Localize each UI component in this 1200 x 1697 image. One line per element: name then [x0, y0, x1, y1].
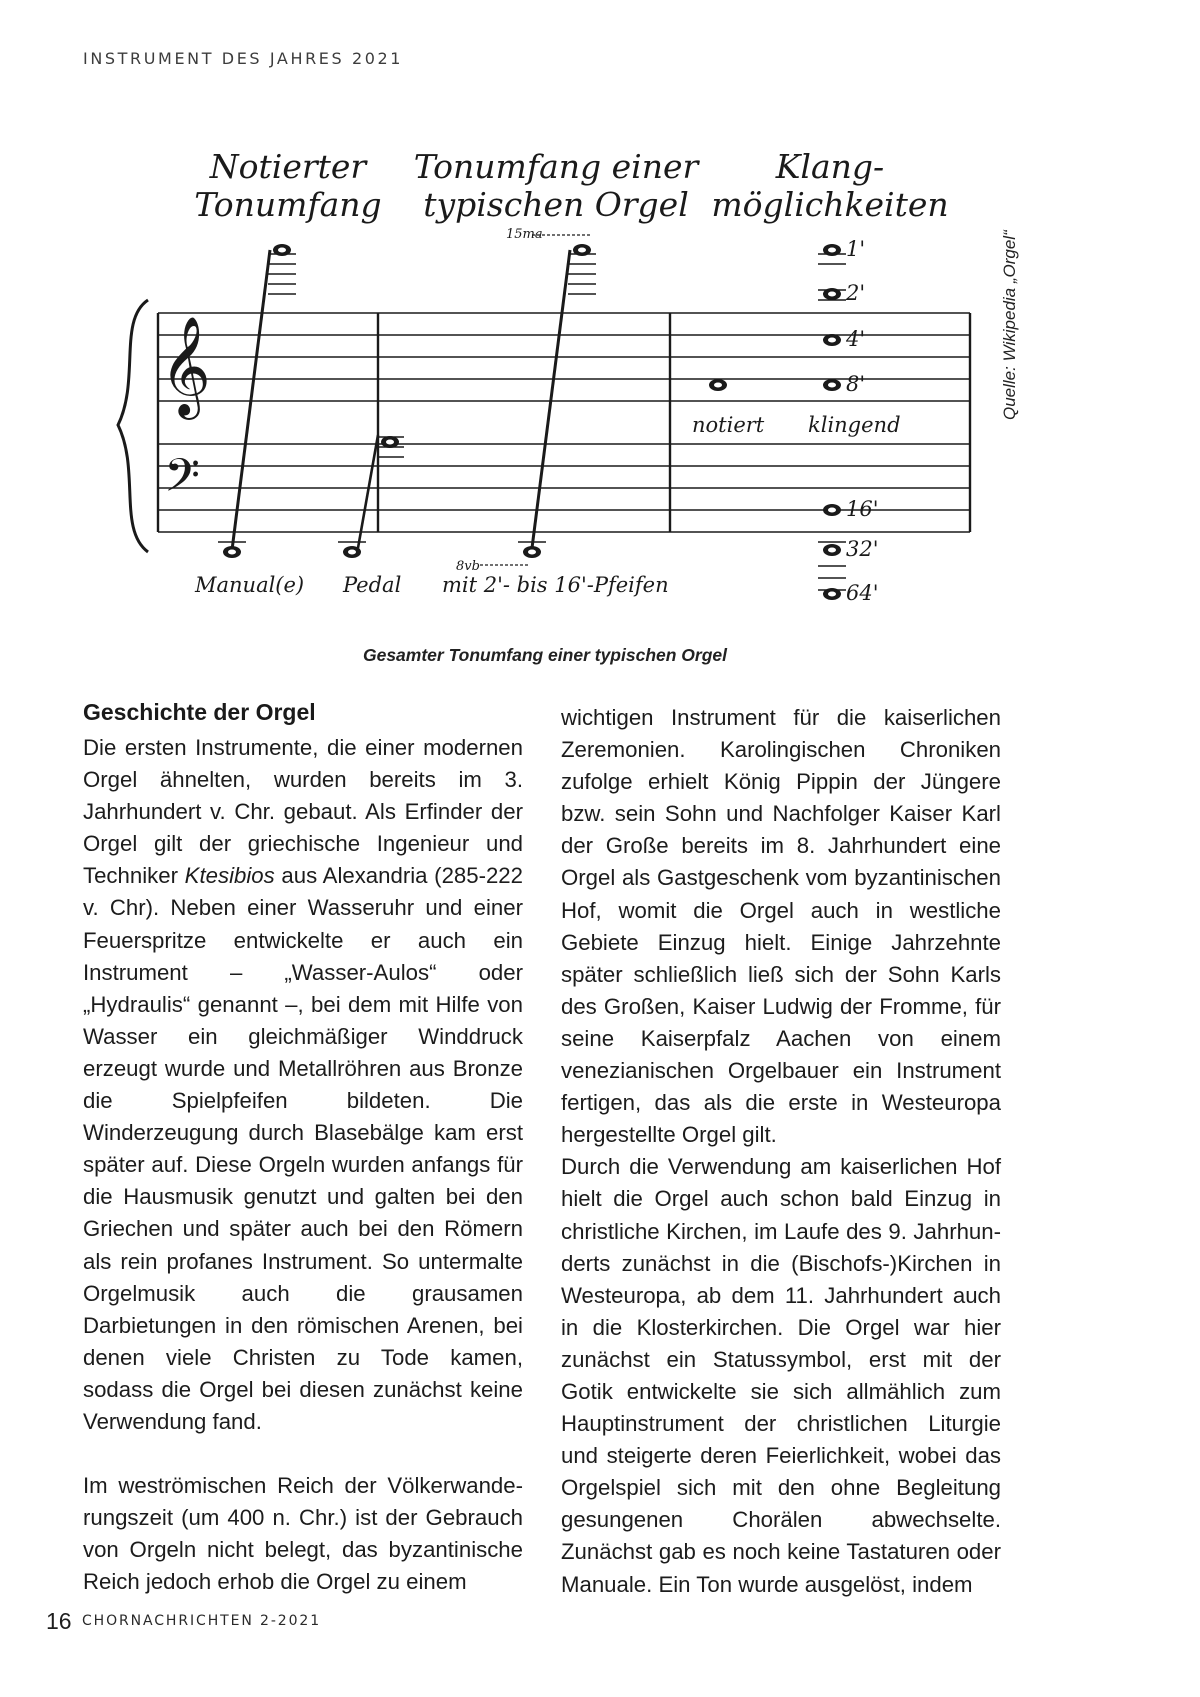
heading-range-2: typischen Orgel: [423, 185, 689, 224]
footage-2: 2': [846, 281, 866, 305]
footage-32: 32': [846, 537, 879, 561]
octave-down-mark: 8vb: [456, 559, 480, 574]
bass-clef-icon: 𝄢: [164, 449, 201, 514]
organ-range-figure: [0, 0, 1200, 640]
footage-64: 64': [846, 581, 879, 605]
label-manual: Manual(e): [195, 573, 305, 597]
pedal-range-line: [358, 435, 378, 548]
staff-brace: [118, 300, 148, 552]
section-heading: Geschichte der Orgel: [83, 699, 316, 725]
organ-range-line: [532, 250, 570, 548]
manual-range-line: [232, 250, 270, 550]
left-paragraph-1: Die ersten Instrumente, die einer modernen Orgel ähnelten, wurden bereits im 3. Jahrhundert v. Chr. gebaut. Als Erfinder der Orgel gilt der griechische Ingenieur und Techniker Ktesibios aus Alexandria (285-222 v. Chr). Neben einer Wasseruhr und einer Feuerspritze entwickelte er auch ein Instrument – „Wasser-Aulos“ oder „Hydraulis“ genannt –, bei dem mit Hilfe von Wasser ein gleichmäßiger Winddruck erzeugt wurde und Metallröhren aus Bronze die Spielpfeifen bildeten. Die Winderzeugung durch Blasebälge kam erst später auf. Diese Orgeln wurden anfangs für die Hausmusik genutzt und galten bei den Griechen und später auch bei den Römern als rein profanes Instrument. So untermalte Orgelmusik auch die grausamen Darbietungen in den römischen Arenen, bei denen viele Christen zu Tode kamen, sodass die Orgel bei diesen zunächst keine Verwendung fand.: [83, 735, 523, 1434]
footage-1: 1': [846, 237, 866, 261]
image-source: Quelle: Wikipedia „Orgel“: [1000, 230, 1019, 420]
heading-range-1: Tonumfang einer: [413, 147, 699, 186]
left-column: [83, 700, 523, 1598]
heading-notated-1: Notierter: [209, 147, 367, 186]
octave-up-mark: 15ma: [506, 227, 543, 242]
right-paragraph-2: Durch die Verwendung am kaiserlichen Hof hielt die Orgel auch schon bald Einzug in christliche Kirchen, im Laufe des 9. Jahrhunderts zunächst in die (Bischofs-)Kirchen in Westeuropa, ab dem 11. Jahrhundert auch in die Klosterkirchen. Die Orgel war hier zunächst ein Statussymbol, erst mit der Gotik entwickelte sie sich allmählich zum Hauptinstrument der christlichen Liturgie und steigerte deren Feierlichkeit, wobei das Orgelspiel sich mit den ohne Begleitung gesungenen Chorälen abwechselte. Zunächst gab es noch keine Tastaturen oder Manuale. Ein Ton wurde ausgelöst, indem: [561, 1154, 1001, 1597]
page-number: 16: [46, 1608, 72, 1634]
label-pedal: Pedal: [343, 573, 402, 597]
figure-caption: Gesamter Tonumfang einer typischen Orgel: [362, 645, 728, 665]
music-notation-graphic: [0, 0, 1200, 640]
heading-sound-1: Klang-: [775, 147, 885, 186]
label-sounding: klingend: [808, 413, 901, 437]
right-column: [561, 702, 1001, 1601]
label-pipes: mit 2'- bis 16'-Pfeifen: [442, 573, 669, 597]
left-paragraph-2: Im weströmischen Reich der Völkerwanderungszeit (um 400 n. Chr.) ist der Gebrauch von Orgeln nicht belegt, das byzantinische Reich jedoch erhob die Orgel zu einem: [83, 1473, 523, 1595]
footage-16: 16': [846, 497, 879, 521]
magazine-title: CHORNACHRICHTEN 2-2021: [82, 1613, 322, 1629]
right-paragraph-1: wichtigen Instrument für die kaiserlichen Zeremonien. Karolingischen Chroniken zufolge erhielt König Pippin der Jüngere bzw. sein Sohn und Nachfolger Kaiser Karl der Große bereits im 8. Jahrhundert eine Orgel als Gastgeschenk vom byzantinischen Hof, womit die Orgel auch in westliche Gebiete Einzug hielt. Einige Jahrzehnte später schließlich ließ sich der Sohn Karls des Großen, Kaiser Ludwig der Fromme, für seine Kaiserpfalz Aachen von einem venezianischen Orgelbauer ein Instrument fertigen, das als die erste in Westeuropa hergestellte Orgel gilt.: [561, 705, 1001, 1148]
treble-clef-icon: 𝄞: [160, 316, 211, 416]
emphasis-name: Ktesibios: [184, 863, 275, 889]
footage-8: 8': [846, 372, 866, 396]
running-title: INSTRUMENT DES JAHRES 2021: [83, 49, 404, 68]
footage-4: 4': [846, 327, 866, 351]
heading-sound-2: möglichkeiten: [711, 185, 949, 224]
label-notated: notiert: [692, 413, 765, 437]
heading-notated-2: Tonumfang: [194, 185, 382, 224]
